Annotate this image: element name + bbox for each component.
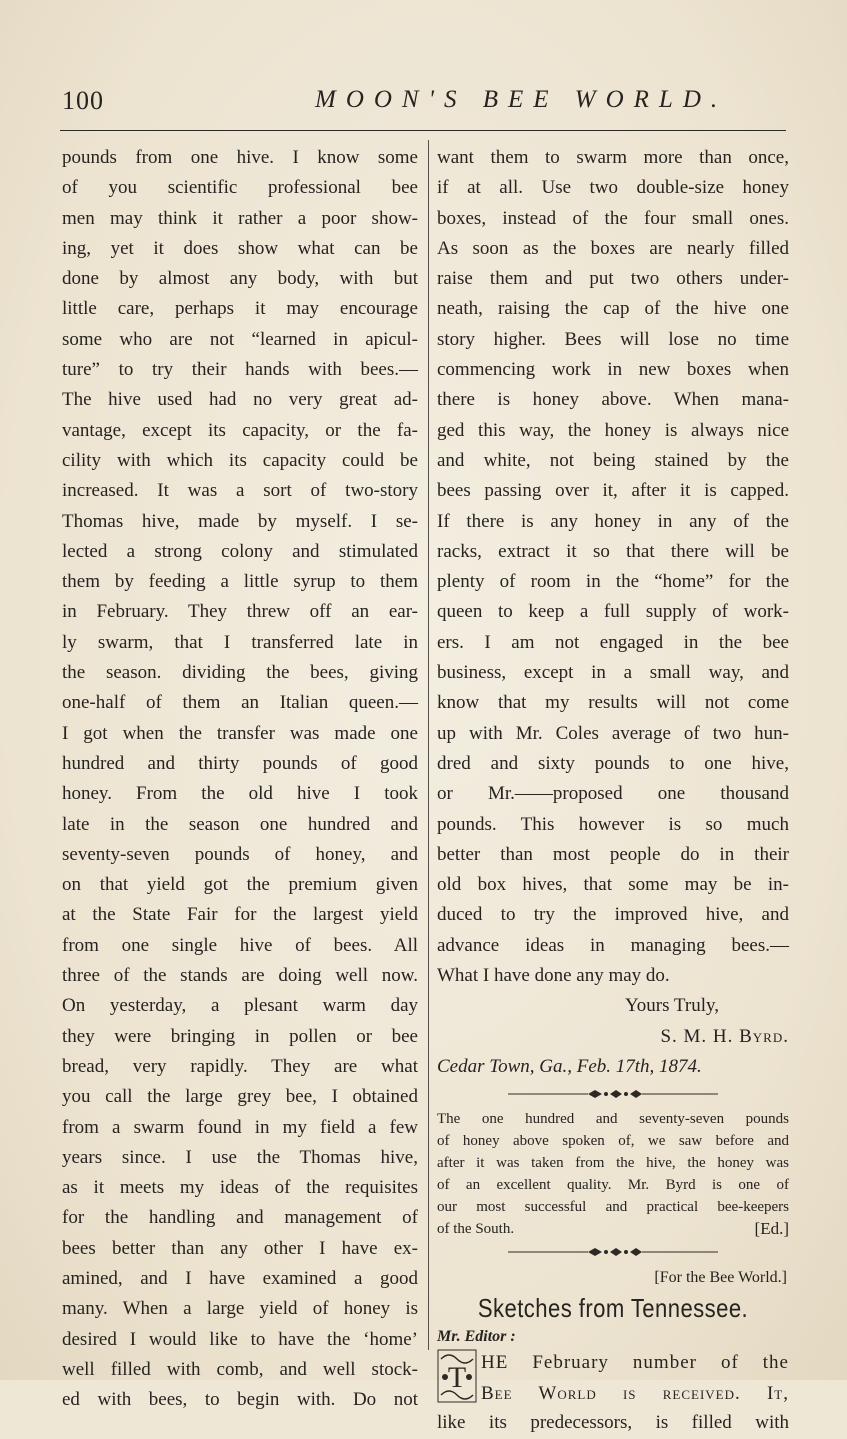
letter-signature: S. M. H. Byrd. bbox=[660, 1025, 789, 1047]
text-line: if at all. Use two double-size honey bbox=[437, 177, 789, 199]
text-line: raise them and put two others under- bbox=[437, 268, 789, 290]
text-line: well filled with comb, and well stock- bbox=[62, 1358, 418, 1380]
text-line: hundred and thirty pounds of good bbox=[62, 752, 418, 774]
text-line: business, except in a small way, and bbox=[437, 662, 789, 684]
page-number: 100 bbox=[62, 86, 104, 115]
text-line: they were bringing in pollen or bee bbox=[62, 1025, 418, 1047]
text-line: some who are not “learned in apicul- bbox=[62, 328, 418, 350]
text-line: racks, extract it so that there will be bbox=[437, 540, 789, 562]
text-line: old box hives, that some may be in- bbox=[437, 874, 789, 896]
text-line: from one single hive of bees. All bbox=[62, 934, 418, 956]
text-line: plenty of room in the “home” for the bbox=[437, 571, 789, 593]
text-line: on that yield got the premium given bbox=[62, 874, 418, 896]
text-line: and white, not being stained by the bbox=[437, 449, 789, 471]
salutation: Mr. Editor : bbox=[437, 1328, 516, 1346]
text-line: boxes, instead of the four small ones. bbox=[437, 207, 789, 229]
text-line: three of the stands are doing well now. bbox=[62, 965, 418, 987]
text-line: men may think it rather a poor show- bbox=[62, 207, 418, 229]
editor-note-line: The one hundred and seventy-seven pounds bbox=[437, 1111, 789, 1128]
editor-note-line: after it was taken from the hive, the honey was bbox=[437, 1155, 789, 1172]
text-line: commencing work in new boxes when bbox=[437, 359, 789, 381]
text-line: What I have done any may do. bbox=[437, 965, 670, 987]
text-line: amined, and I have examined a good bbox=[62, 1267, 418, 1289]
text-line: queen to keep a full supply of work- bbox=[437, 601, 789, 623]
text-line: done by almost any body, with but bbox=[62, 268, 418, 290]
text-line: for the handling and management of bbox=[62, 1207, 418, 1229]
dropcap-paragraph bbox=[437, 1348, 789, 1408]
text-line: them by feeding a little syrup to them bbox=[62, 571, 418, 593]
journal-title: MOON'S BEE WORLD. bbox=[315, 86, 728, 113]
text-line: vantage, except its capacity, or the fa- bbox=[62, 419, 418, 441]
text-line: years since. I use the Thomas hive, bbox=[62, 1146, 418, 1168]
right-column bbox=[437, 143, 789, 1439]
text-line: want them to swarm more than once, bbox=[437, 147, 789, 168]
text-line: increased. It was a sort of two-story bbox=[62, 480, 418, 502]
text-line: pounds from one hive. I know some bbox=[62, 147, 418, 168]
editor-note-line: of honey above spoken of, we saw before and bbox=[437, 1133, 789, 1150]
text-line: there is honey above. When mana- bbox=[437, 389, 789, 411]
text-line: or Mr.——proposed one thousand bbox=[437, 783, 789, 805]
text-line: honey. From the old hive I took bbox=[62, 783, 418, 805]
text-line: story higher. Bees will lose no time bbox=[437, 328, 789, 350]
letter-dateline: Cedar Town, Ga., Feb. 17th, 1874. bbox=[437, 1055, 702, 1077]
letter-closing: Yours Truly, bbox=[624, 995, 719, 1017]
text-line: neath, raising the cap of the hive one bbox=[437, 298, 789, 320]
dropcap-lines bbox=[481, 1348, 789, 1408]
dropcap-letter: T bbox=[447, 1361, 467, 1395]
letter-body bbox=[437, 143, 789, 991]
text-line: desired I would like to have the ‘home’ bbox=[62, 1328, 418, 1350]
text-line: ing, yet it does show what can be bbox=[62, 237, 418, 259]
editor-note-last-text: of the South. bbox=[437, 1221, 515, 1238]
text-line: ture” to try their hands with bees.— bbox=[62, 359, 418, 381]
text-line: from a swarm found in my field a few bbox=[62, 1116, 418, 1138]
text-line: many. When a large yield of honey is bbox=[62, 1298, 418, 1320]
text-line: lected a strong colony and stimulated bbox=[62, 540, 418, 562]
ornamental-rule-icon-2 bbox=[437, 1240, 789, 1264]
text-line: As soon as the boxes are nearly filled bbox=[437, 237, 789, 259]
text-line: better than most people do in their bbox=[437, 843, 789, 865]
text-line: advance ideas in managing bees.— bbox=[437, 934, 789, 956]
editor-note-line: our most successful and practical bee-keepers bbox=[437, 1199, 789, 1216]
text-line: The hive used had no very great ad- bbox=[62, 389, 418, 411]
dropcap-text-line: Bee World is received. It, bbox=[481, 1382, 789, 1404]
source-attribution: [For the Bee World.] bbox=[654, 1269, 787, 1287]
column-divider bbox=[428, 140, 429, 1350]
text-line: cility with which its capacity could be bbox=[62, 449, 418, 471]
text-line: bread, very rapidly. They are what bbox=[62, 1055, 418, 1077]
text-line: you call the large grey bee, I obtained bbox=[62, 1086, 418, 1108]
text-line: at the State Fair for the largest yield bbox=[62, 904, 418, 926]
text-line: On yesterday, a plesant warm day bbox=[62, 995, 418, 1017]
text-line: as it meets my ideas of the requisites bbox=[62, 1177, 418, 1199]
text-line: I got when the transfer was made one bbox=[62, 722, 418, 744]
text-line: Thomas hive, made by myself. I se- bbox=[62, 510, 418, 532]
dropcap-ornament bbox=[437, 1348, 477, 1404]
ornamental-rule-icon bbox=[437, 1082, 789, 1106]
text-line: little care, perhaps it may encourage bbox=[62, 298, 418, 320]
text-line: seventy-seven pounds of honey, and bbox=[62, 843, 418, 865]
text-line: ly swarm, that I transferred late in bbox=[62, 631, 418, 653]
text-line: ed with bees, to begin with. Do not bbox=[62, 1389, 418, 1411]
editor-note bbox=[437, 1108, 789, 1240]
text-line: pounds. This however is so much bbox=[437, 813, 789, 835]
header-rule bbox=[60, 130, 786, 131]
left-column bbox=[62, 143, 418, 1415]
article-title: Sketches from Tennessee. bbox=[477, 1293, 749, 1324]
text-line: ers. I am not engaged in the bee bbox=[437, 631, 789, 653]
text-line: late in the season one hundred and bbox=[62, 813, 418, 835]
text-line: up with Mr. Coles average of two hun- bbox=[437, 722, 789, 744]
article-final-line: like its predecessors, is filled with bbox=[437, 1412, 789, 1434]
text-line: If there is any honey in any of the bbox=[437, 510, 789, 532]
dropcap-text-line: HE February number of the bbox=[481, 1352, 789, 1374]
text-line: the season. dividing the bees, giving bbox=[62, 662, 418, 684]
text-line: dred and sixty pounds to one hive, bbox=[437, 752, 789, 774]
text-line: in February. They threw off an ear- bbox=[62, 601, 418, 623]
text-line: bees passing over it, after it is capped. bbox=[437, 480, 789, 502]
editor-note-line: of an excellent quality. Mr. Byrd is one of bbox=[437, 1177, 789, 1194]
text-line: duced to try the improved hive, and bbox=[437, 904, 789, 926]
text-line: bees better than any other I have ex- bbox=[62, 1237, 418, 1259]
text-line: of you scientific professional bee bbox=[62, 177, 418, 199]
running-head bbox=[60, 86, 800, 126]
text-line: one-half of them an Italian queen.— bbox=[62, 692, 418, 714]
text-line: ged this way, the honey is always nice bbox=[437, 419, 789, 441]
editor-note-last-line bbox=[437, 1218, 789, 1240]
editor-tag: [Ed.] bbox=[754, 1219, 789, 1239]
text-line: know that my results will not come bbox=[437, 692, 789, 714]
